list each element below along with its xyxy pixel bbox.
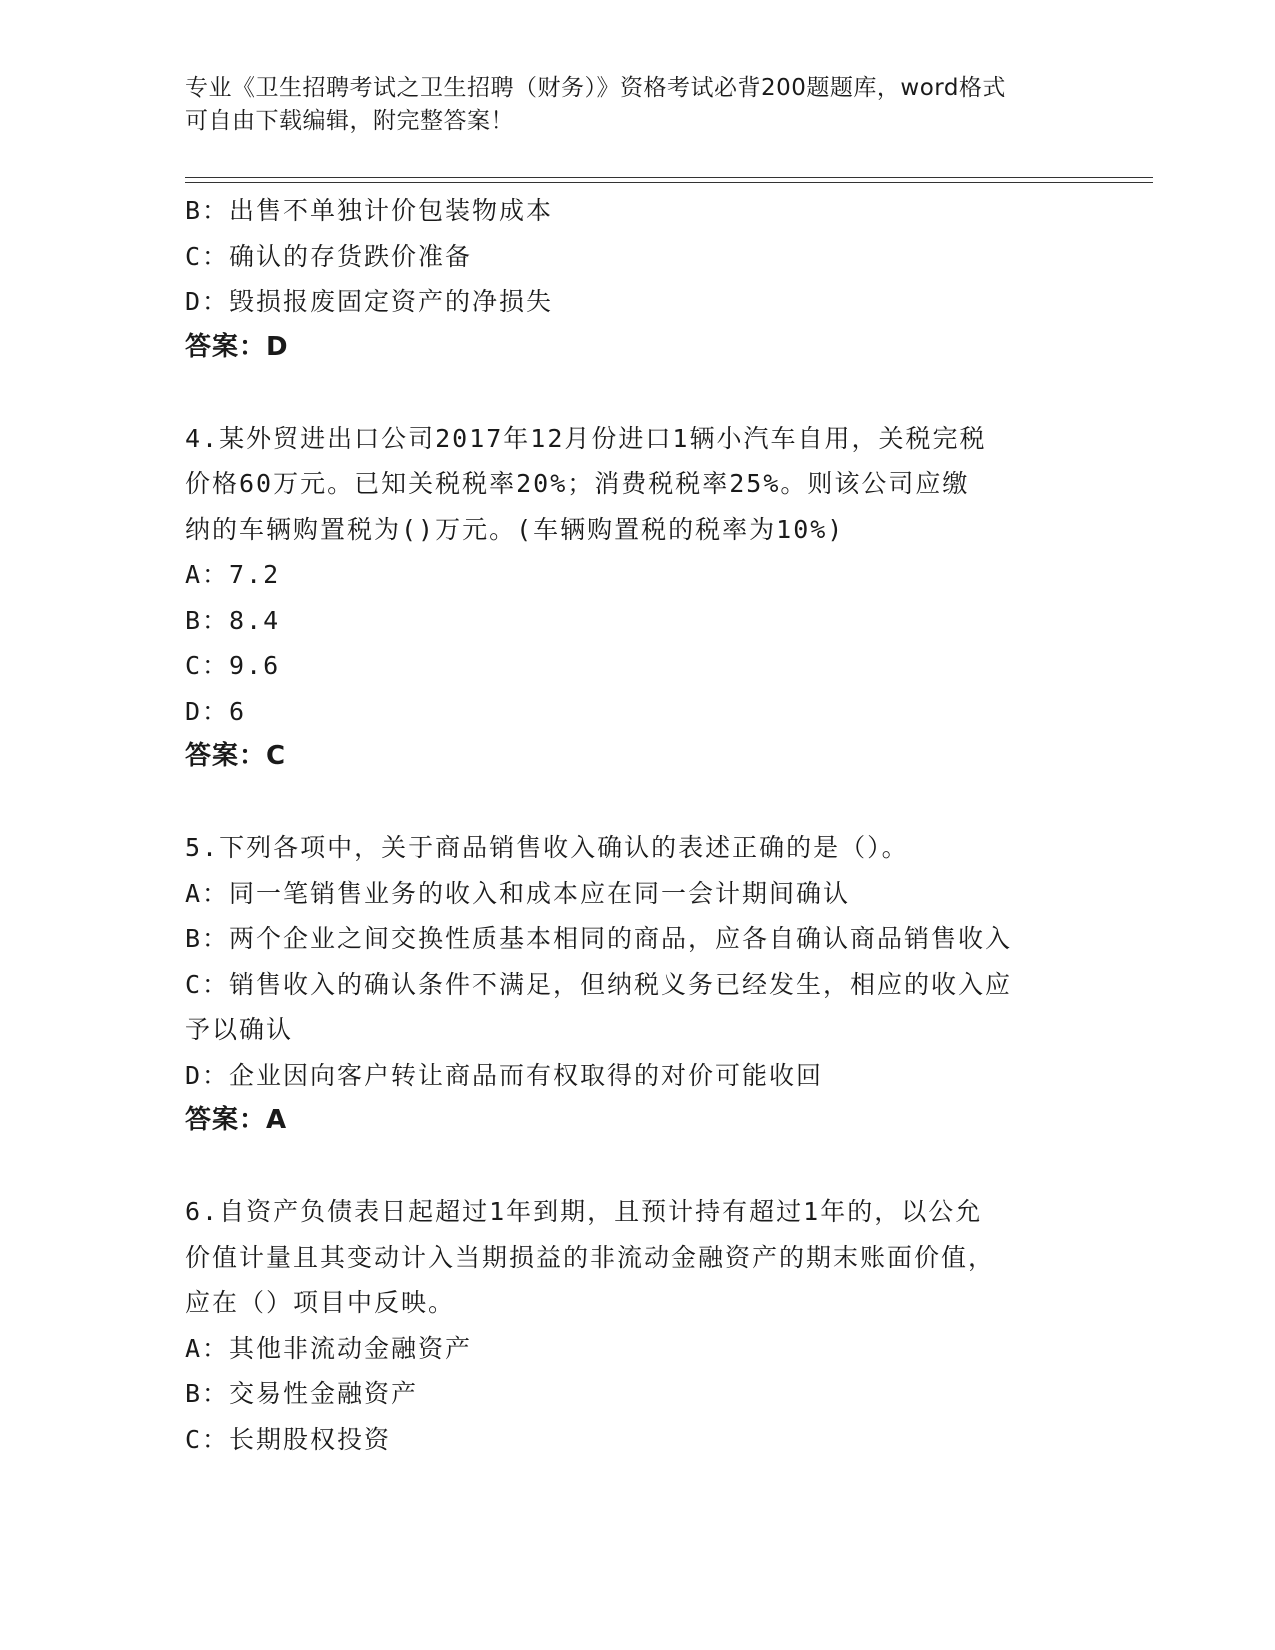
question-gap [185, 1144, 1085, 1190]
q6-option-a: A：其他非流动金融资产 [185, 1333, 473, 1363]
question-gap [185, 780, 1085, 826]
q4-option-c: C：9.6 [185, 651, 281, 680]
q4-option-d: D：6 [185, 696, 247, 726]
q6-stem-line-1: 6.自资产负债表日起超过1年到期，且预计持有超过1年的，以公允 [185, 1197, 983, 1226]
q6-option-b: B：交易性金融资产 [185, 1379, 419, 1408]
q4-answer: 答案：C [185, 741, 287, 771]
question-3-continued [185, 188, 1085, 370]
q5-option-a: A：同一笔销售业务的收入和成本应在同一会计期间确认 [185, 878, 851, 908]
q5-option-d: D：企业因向客户转让商品而有权取得的对价可能收回 [185, 1060, 824, 1090]
q4-option-b: B：8.4 [185, 605, 281, 635]
q4-stem-line-2: 价格60万元。已知关税税率20%；消费税税率25%。则该公司应缴 [185, 469, 970, 498]
q5-option-c-line-1: C：销售收入的确认条件不满足，但纳税义务已经发生，相应的收入应 [185, 969, 1013, 999]
header-title-line-1: 专业《卫生招聘考试之卫生招聘（财务）》资格考试必背200题题库，word格式 [185, 75, 1006, 101]
header-divider [185, 177, 1153, 183]
q4-stem-line-1: 4.某外贸进出口公司2017年12月份进口1辆小汽车自用，关税完税 [185, 423, 987, 453]
question-list [185, 188, 1085, 1462]
q4-option-a: A：7.2 [185, 560, 281, 589]
question-gap [185, 370, 1085, 416]
q6-stem-line-2: 价值计量且其变动计入当期损益的非流动金融资产的期末账面价值， [185, 1242, 996, 1272]
question-5 [185, 825, 1085, 1144]
q6-option-c: C：长期股权投资 [185, 1424, 392, 1454]
q3-option-d: D：毁损报废固定资产的净损失 [185, 287, 554, 316]
q3-option-b: B：出售不单独计价包装物成本 [185, 196, 554, 225]
q5-option-c-line-2: 予以确认 [185, 1015, 294, 1044]
header-title-line-2: 可自由下载编辑，附完整答案！ [185, 108, 514, 134]
q4-stem-line-3: 纳的车辆购置税为()万元。(车辆购置税的税率为10%) [185, 514, 845, 544]
question-4 [185, 416, 1085, 780]
question-6 [185, 1189, 1085, 1462]
page-header [185, 72, 1065, 138]
q5-answer: 答案：A [185, 1105, 288, 1135]
q3-option-c: C：确认的存货跌价准备 [185, 241, 473, 271]
q5-option-b: B：两个企业之间交换性质基本相同的商品，应各自确认商品销售收入 [185, 924, 1013, 953]
q3-answer: 答案：D [185, 331, 289, 362]
q6-stem-line-3: 应在（）项目中反映。 [185, 1288, 456, 1317]
q5-stem: 5.下列各项中，关于商品销售收入确认的表述正确的是（）。 [185, 833, 909, 862]
